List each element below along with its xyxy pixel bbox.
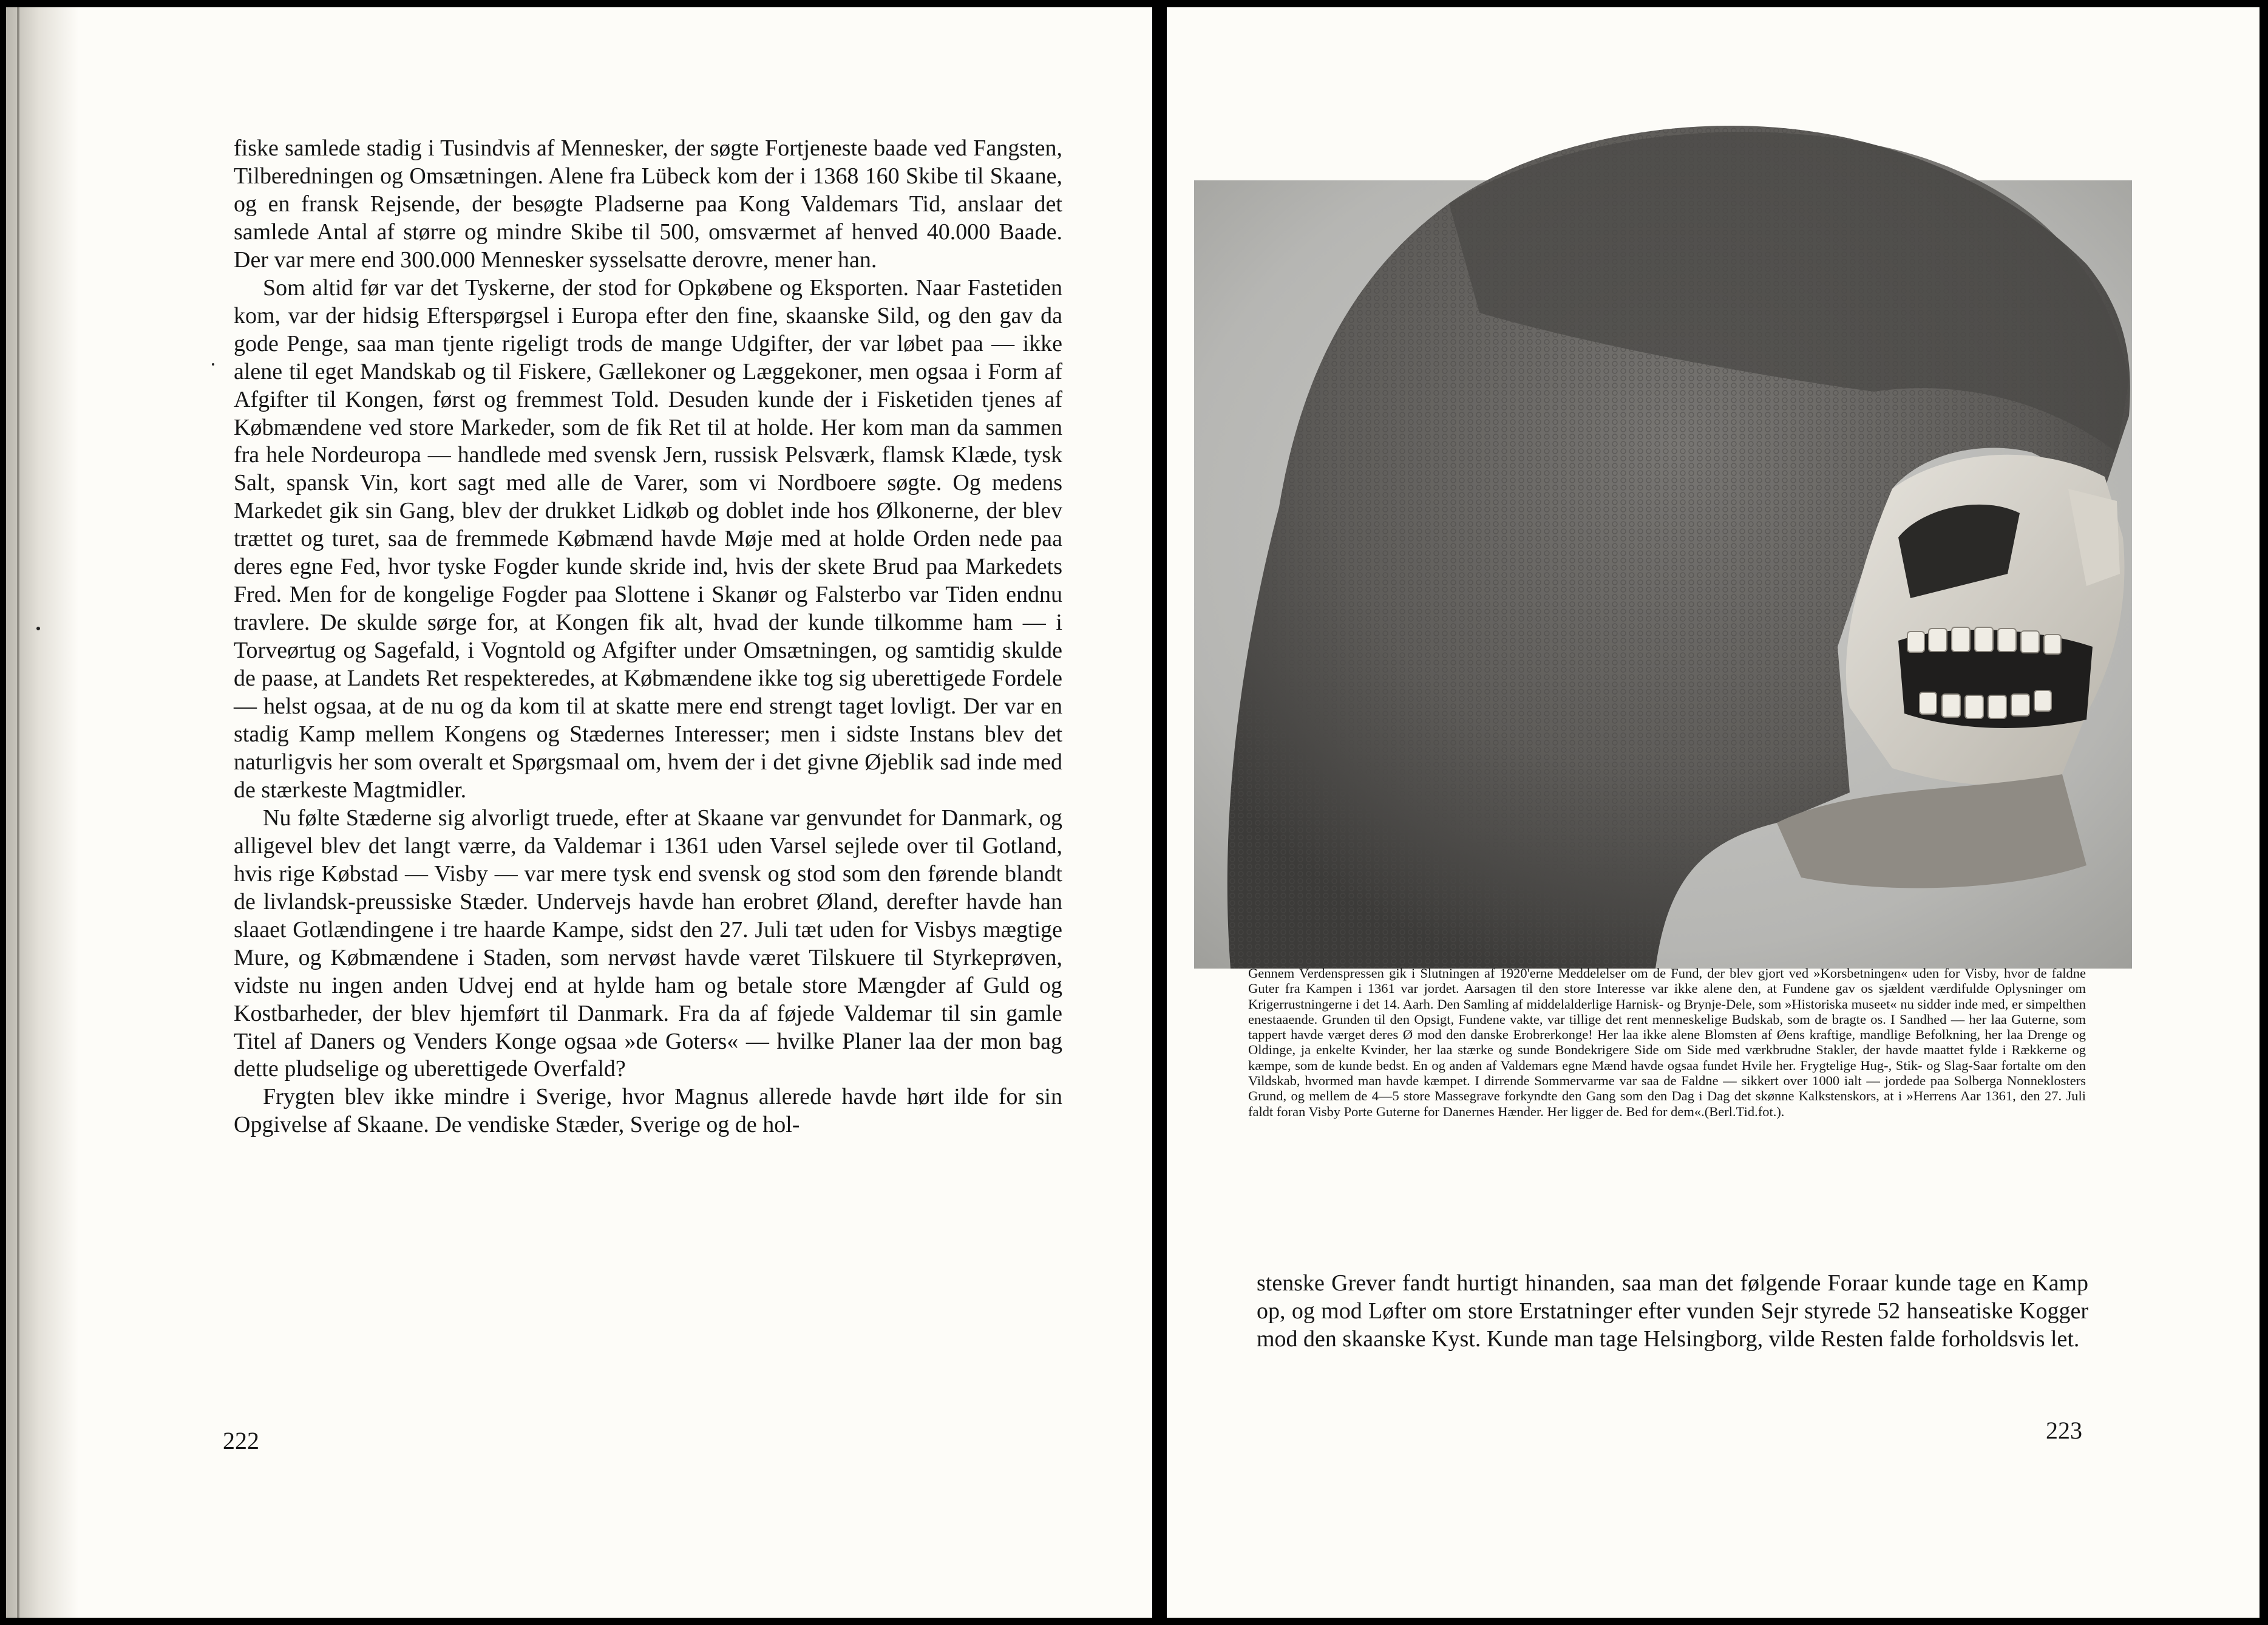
paragraph: fiske samlede stadig i Tusindvis af Mennesker, der søgte Fortjeneste baade ved Fangsten, Tilberedningen og Omsætningen. Alene fra Lübeck kom der i 1368 160 Skibe til Skaane, og en fransk Rejsende, der besøgte Pladserne paa Kong Valdemars Tid, anslaar det samlede Antal af større og mindre Skibe til 500, omsværmet af henved 40.000 Baade. Der var mere end 300.000 Mennesker sysselsatte derovre, mener han. bbox=[234, 135, 1062, 273]
margin-mark bbox=[36, 627, 40, 630]
margin-mark bbox=[212, 363, 214, 366]
left-page-body bbox=[234, 135, 1062, 1139]
page-edge bbox=[17, 7, 19, 1618]
photo-caption: Gennem Verdenspressen gik i Slutningen af 1920'erne Meddelelser om de Fund, der blev gjort ved »Korsbetningen« uden for Visby, hvor de faldne Guter fra Kampen i 1361 var jordet. Aarsagen til den store Interesse var ikke alene den, at Fundene gav os sjældent værdifulde Oplysninger om Krigerrustningerne i det 14. Aarh. Den Samling af middelalderlige Harnisk- og Brynje-Dele, som »Historiska museet« nu sidder inde med, er simpelthen enestaaende. Grunden til den Opsigt, Fundene vakte, var tillige det rent menneskelige Budskab, som de bragte os. I Sandhed — her laa Guterne, som tappert havde værget deres Ø mod den danske Erobrerkonge! Her laa ikke alene Blomsten af Øens kraftige, mandlige Befolkning, her laa Drenge og Oldinge, ja enkelte Kvinder, her laa stærke og sunde Bondekrigere Side om Side med værkbrudne Stakler, der havde maattet fylde i Rækkerne og kæmpe, som de kunde bedst. En og anden af Valdemars egne Mænd havde ogsaa fundet Hvile her. Frygtelige Hug-, Stik- og Slag-Saar fortalte om den Vildskab, hvormed man havde kæmpet. I dirrende Sommervarme var saa de Faldne — sikkert over 1000 ialt — jordede paa Solberga Nonneklosters Grund, og mellem de 4—5 store Massegrave forkyndte den Gang som den Dag i Dag det skønne Kalkstenskors, at i »Herrens Aar 1361, den 27. Juli faldt foran Visby Porte Guterne for Danernes Hænder. Her ligger de. Bed for dem«.(Berl.Tid.fot.). bbox=[1248, 966, 2086, 1119]
skull-photo bbox=[1194, 112, 2132, 969]
paragraph: Frygten blev ikke mindre i Sverige, hvor Magnus allerede havde hørt ilde for sin Opgivelse af Skaane. De vendiske Stæder, Sverige og de hol- bbox=[234, 1084, 1062, 1138]
right-page-body: stenske Grever fandt hurtigt hinanden, saa man det følgende Foraar kunde tage en Kamp op, og mod Løfter om store Erstatninger efter vunden Sejr styrede 52 hanseatiske Kogger mod den skaanske Kyst. Kunde man tage Helsingborg, vilde Resten falde forholdsvis let. bbox=[1257, 1270, 2088, 1352]
page-number-left: 222 bbox=[223, 1427, 259, 1454]
paragraph: Nu følte Stæderne sig alvorligt truede, efter at Skaane var genvundet for Danmark, og alligevel blev det langt værre, da Valdemar i 1361 uden Varsel sejlede over til Gotland, hvis rige Købstad — Visby — var mere tysk end svensk og stod som den førende blandt de livlandsk-preussiske Stæder. Undervejs havde han erobret Øland, derefter havde han slaaet Gotlændingene i tre haarde Kampe, sidst den 27. Juli tæt uden for Visbys mægtige Mure, og Købmændene i Staden, som nervøst havde været Tilskuere til Styrkeprøven, vidste nu ingen anden Udvej end at hylde ham og betale store Mængder af Guld og Kostbarheder, der blev hjemført til Danmark. Fra da af føjede Valdemar til sin gamle Titel af Daners og Venders Konge ogsaa »de Goters« — hvilke Planer laa der mon bag dette pludselige og uberettigede Overfald? bbox=[234, 805, 1062, 1082]
paragraph: Som altid før var det Tyskerne, der stod for Opkøbene og Eksporten. Naar Fastetiden kom, var der hidsig Efterspørgsel i Europa efter den fine, skaanske Sild, og den gav da gode Penge, saa man tjente rigeligt trods de mange Udgifter, der var løbet paa — ikke alene til eget Mandskab og til Fiskere, Gællekoner og Læggekoner, men ogsaa i Form af Afgifter til Kongen, først og fremmest Told. Desuden kunde der i Fisketiden tjenes af Købmændene ved store Markeder, som de fik Ret til at holde. Her kom man da sammen fra hele Nordeuropa — handlede med svensk Jern, russisk Pelsværk, flamsk Klæde, tysk Salt, spansk Vin, kort sagt med alle de Varer, som vi Nordboere søgte. Og medens Markedet gik sin Gang, blev der drukket Lidkøb og doblet inde hos Ølkonerne, der blev trættet og turet, saa de fremmede Købmænd havde Møje med at holde Orden nede paa deres egne Fed, hvor tyske Fogder kunde skride ind, hvis der skete Brud paa Markedets Fred. Men for de kongelige Fogder paa Slottene i Skanør og Falsterbo var Tiden endnu travlere. De skulde sørge for, at Kongen fik alt, hvad der kunde tilkomme ham — i Torveørtug og Sagefald, i Vogntold og Afgifter under Omsætningen, og samtidig skulde de paase, at Landets Ret respekteredes, at Købmændene ikke tog sig uberettigede Fordele — helst ogsaa, at de nu og da kom til at skatte mere end strengt taget lovligt. Der var en stadig Kamp mellem Kongens og Stædernes Interesser; men i sidste Instans blev det naturligvis her som overalt et Spørgsmaal om, hvem der i det givne Øjeblik sad inde med de stærkeste Magtmidler. bbox=[234, 274, 1062, 803]
page-number-right: 223 bbox=[2046, 1417, 2082, 1444]
